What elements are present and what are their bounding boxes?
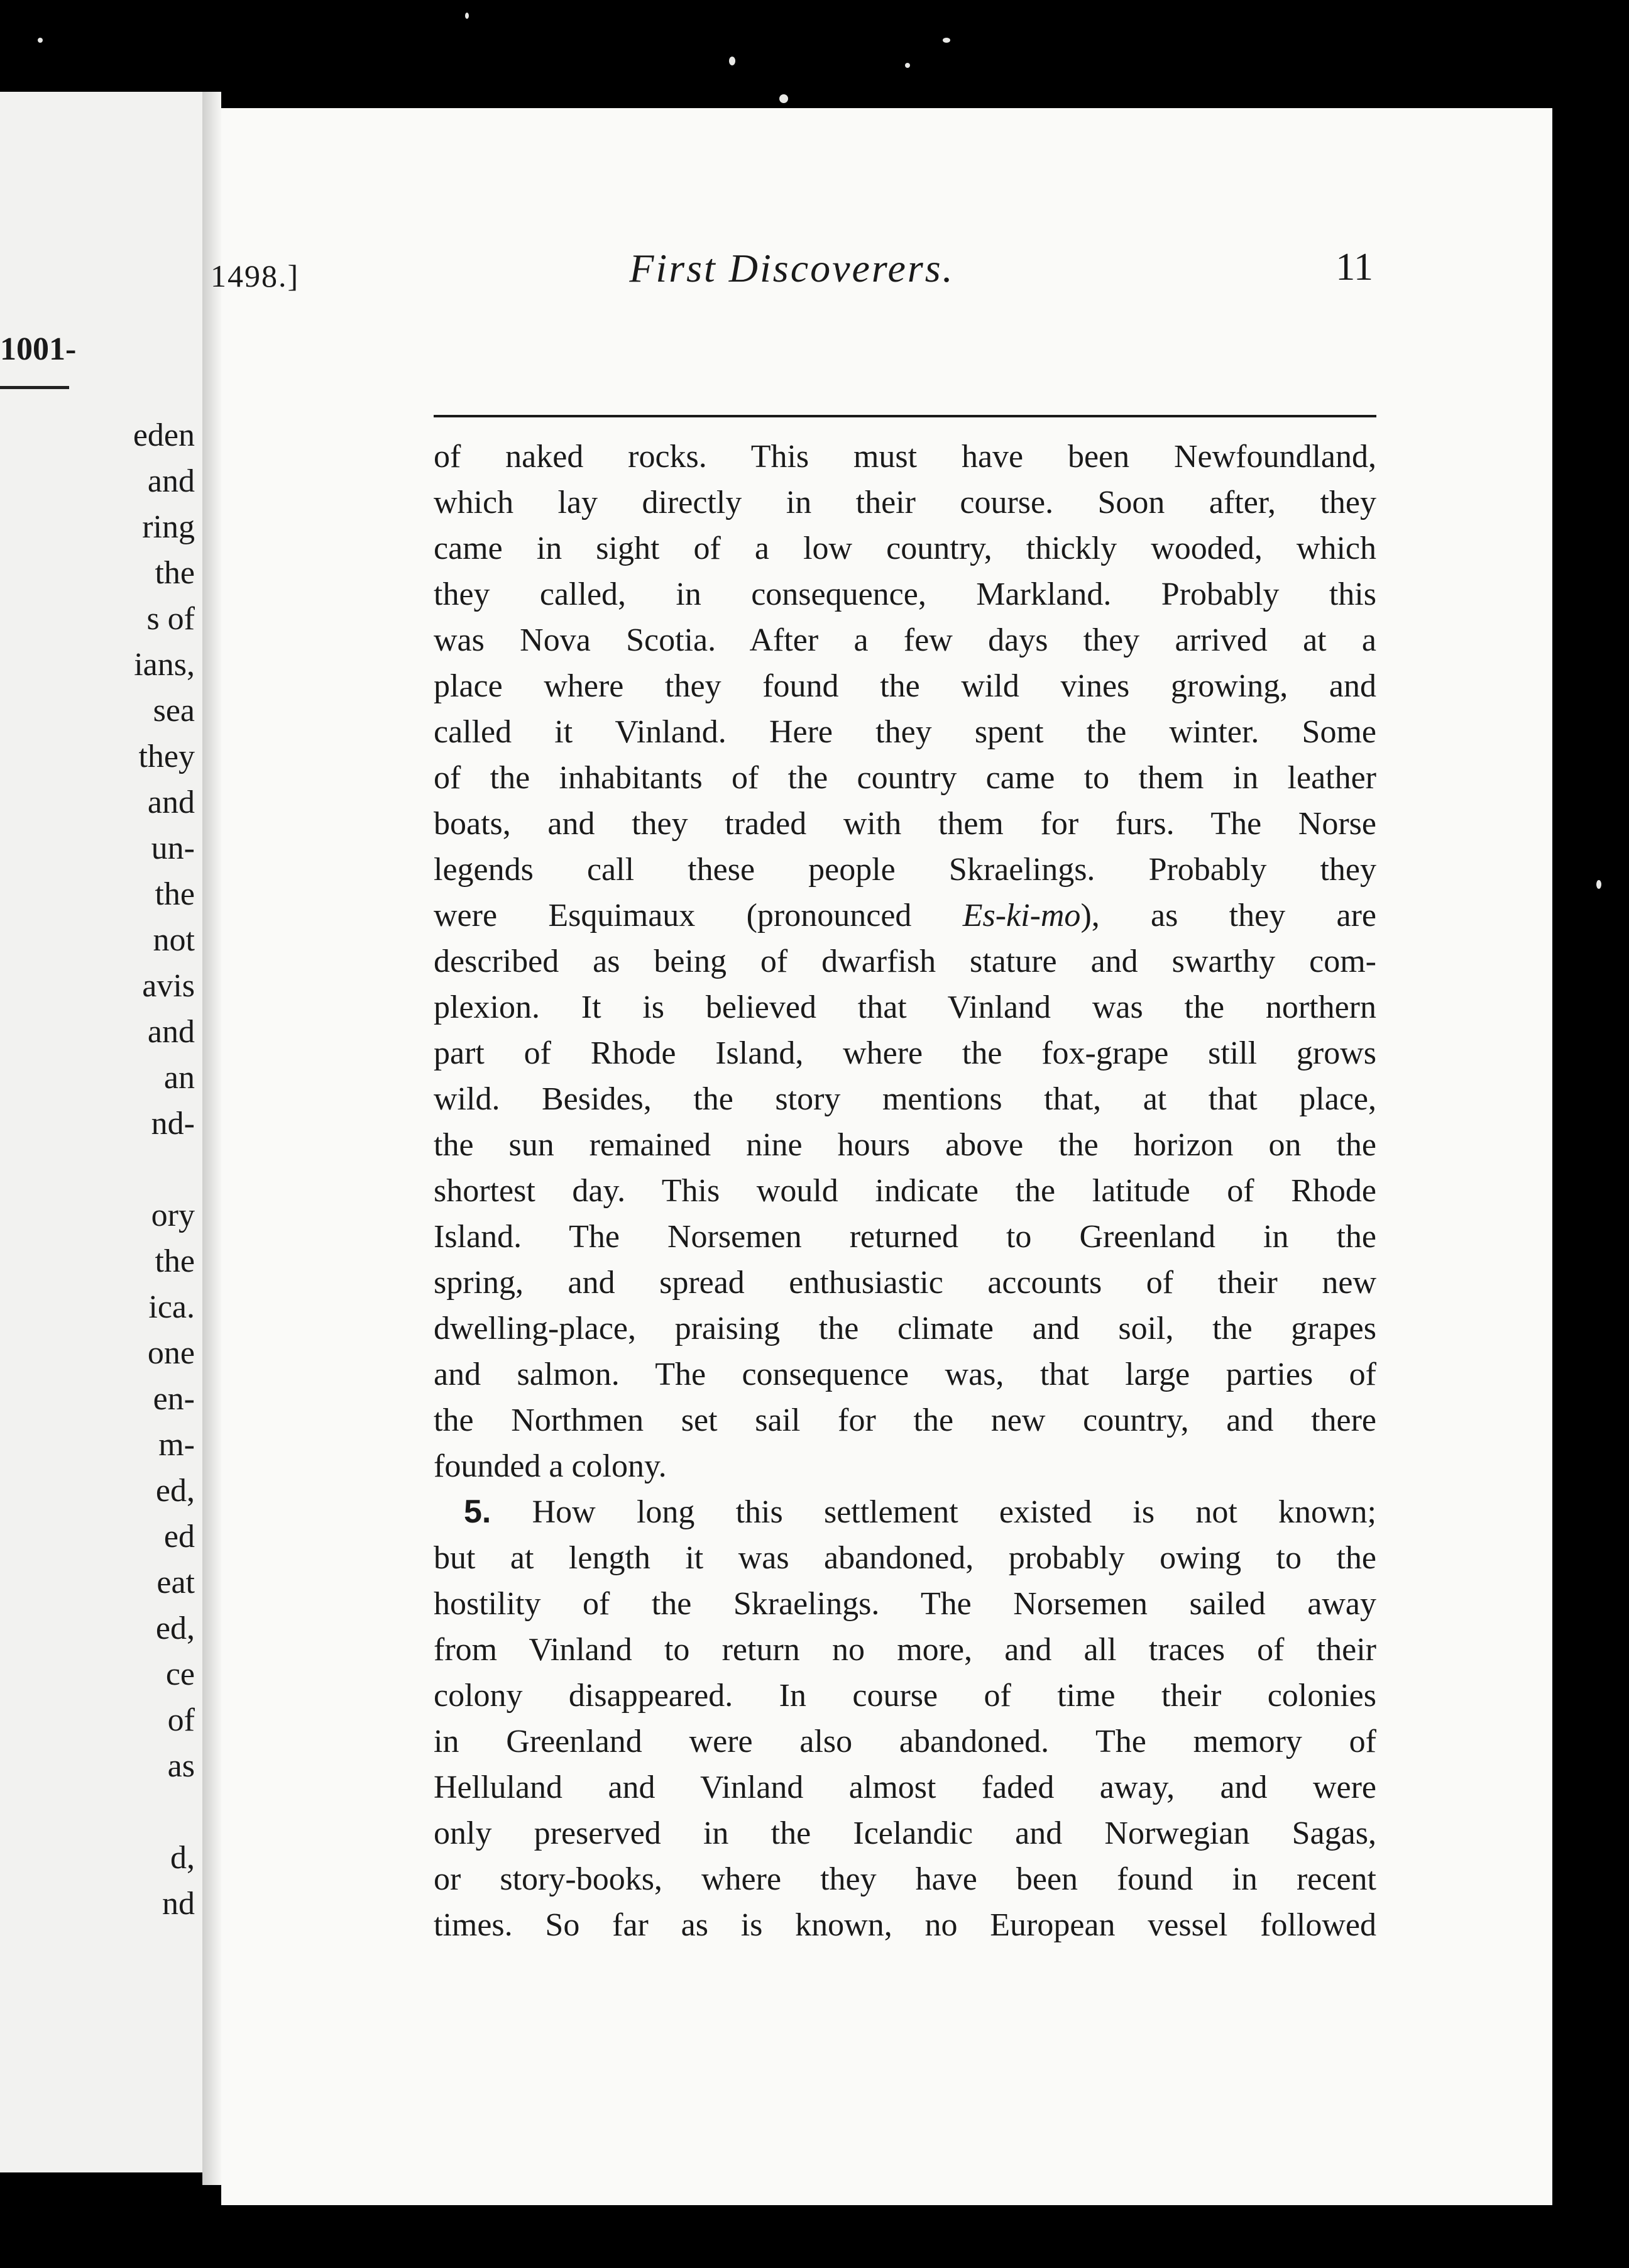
text-segment: How long this settlement existed is not known;: [532, 1494, 1376, 1530]
left-line: nd-: [151, 1106, 195, 1142]
text-line: only preserved in the Icelandic and Norwegian Sagas,: [434, 1815, 1376, 1851]
left-line: and: [147, 1014, 195, 1050]
text-line: of the inhabitants of the country came to them in leather: [434, 760, 1376, 796]
text-line: Helluland and Vinland almost faded away, and were: [434, 1770, 1376, 1805]
left-line: ring: [142, 509, 195, 545]
text-line: but at length it was abandoned, probably owing to the: [434, 1540, 1376, 1576]
left-line: d,: [170, 1840, 195, 1876]
text-line: in Greenland were also abandoned. The memory of: [434, 1724, 1376, 1759]
book-gutter: [202, 92, 221, 2185]
left-line: they: [138, 739, 195, 774]
text-line: spring, and spread enthusiastic accounts of their new: [434, 1265, 1376, 1301]
left-line: and: [147, 463, 195, 499]
text-line: came in sight of a low country, thickly wooded, which: [434, 531, 1376, 566]
text-line: wild. Besides, the story mentions that, at that place,: [434, 1081, 1376, 1117]
page-header: [211, 245, 1373, 308]
left-line: avis: [142, 968, 195, 1004]
text-line: was Nova Scotia. After a few days they arrived at a: [434, 622, 1376, 658]
text-line: plexion. It is believed that Vinland was the northern: [434, 989, 1376, 1025]
text-segment: were Esquimaux (pronounced: [434, 898, 963, 933]
header-rule: [434, 415, 1376, 417]
running-title: First Discoverers.: [629, 246, 955, 290]
left-line: ed,: [155, 1473, 195, 1509]
left-line: not: [153, 922, 195, 958]
left-page-text: [6, 412, 195, 1927]
text-line: dwelling-place, praising the climate and soil, the grapes: [434, 1311, 1376, 1346]
page-number: 11: [1336, 246, 1373, 289]
text-line-esquimaux: [434, 893, 1376, 939]
left-line: as: [167, 1748, 195, 1784]
text-segment: ), as they are: [1080, 898, 1376, 933]
paragraph-5-first-line: [434, 1489, 1376, 1535]
text-line: founded a colony.: [434, 1448, 667, 1484]
left-line: the: [155, 876, 195, 912]
left-line: nd: [162, 1886, 195, 1922]
text-line: hostility of the Skraelings. The Norsemen sailed away: [434, 1586, 1376, 1622]
left-line-gap: [6, 1789, 195, 1835]
left-line: ed,: [155, 1610, 195, 1646]
text-line: shortest day. This would indicate the latitude of Rhode: [434, 1173, 1376, 1209]
text-line: times. So far as is known, no European vessel followed: [434, 1907, 1376, 1943]
left-line: ed: [163, 1519, 195, 1555]
text-line: from Vinland to return no more, and all traces of their: [434, 1632, 1376, 1668]
left-line: sea: [153, 693, 195, 729]
left-line: ce: [165, 1656, 195, 1692]
text-line: boats, and they traded with them for furs. The Norse: [434, 806, 1376, 842]
text-line: described as being of dwarfish stature and swarthy com-: [434, 944, 1376, 979]
left-line: the: [155, 1243, 195, 1279]
paragraph-number: 5.: [464, 1494, 491, 1530]
left-line-gap: [6, 1147, 195, 1192]
text-line: called it Vinland. Here they spent the winter. Some: [434, 714, 1376, 750]
text-line: colony disappeared. In course of time their colonies: [434, 1678, 1376, 1714]
text-line: the sun remained nine hours above the horizon on the: [434, 1127, 1376, 1163]
text-line: part of Rhode Island, where the fox-grape still grows: [434, 1035, 1376, 1071]
text-line: of naked rocks. This must have been Newfoundland,: [434, 439, 1376, 475]
text-line: and salmon. The consequence was, that large parties of: [434, 1357, 1376, 1392]
body-text: [434, 434, 1376, 1948]
left-line: one: [147, 1335, 195, 1371]
left-header-rule: [0, 386, 69, 389]
text-line: which lay directly in their course. Soon after, they: [434, 485, 1376, 520]
text-line: legends call these people Skraelings. Probably they: [434, 852, 1376, 888]
left-line: ians,: [134, 647, 195, 683]
left-line: an: [163, 1060, 195, 1096]
text-line: the Northmen set sail for the new country, and there: [434, 1402, 1376, 1438]
left-line: en-: [153, 1381, 195, 1417]
text-line: Island. The Norsemen returned to Greenland in the: [434, 1219, 1376, 1255]
left-line: of: [167, 1702, 195, 1738]
left-line: eden: [133, 417, 195, 453]
page-range: 1498.]: [211, 258, 300, 294]
left-line: m-: [158, 1427, 195, 1463]
left-line: the: [155, 555, 195, 591]
left-line: ica.: [148, 1289, 195, 1325]
left-line: ory: [151, 1197, 195, 1233]
pronunciation: Es-ki-mo: [962, 898, 1081, 933]
left-line: un-: [151, 830, 195, 866]
text-line: they called, in consequence, Markland. Probably this: [434, 576, 1376, 612]
text-line: place where they found the wild vines growing, and: [434, 668, 1376, 704]
left-line: and: [147, 784, 195, 820]
left-page-header: 1001-: [0, 331, 77, 367]
left-line: s of: [146, 601, 195, 637]
left-facing-page: [0, 92, 202, 2172]
left-line: eat: [156, 1565, 195, 1600]
text-line: or story-books, where they have been found in recent: [434, 1861, 1376, 1897]
